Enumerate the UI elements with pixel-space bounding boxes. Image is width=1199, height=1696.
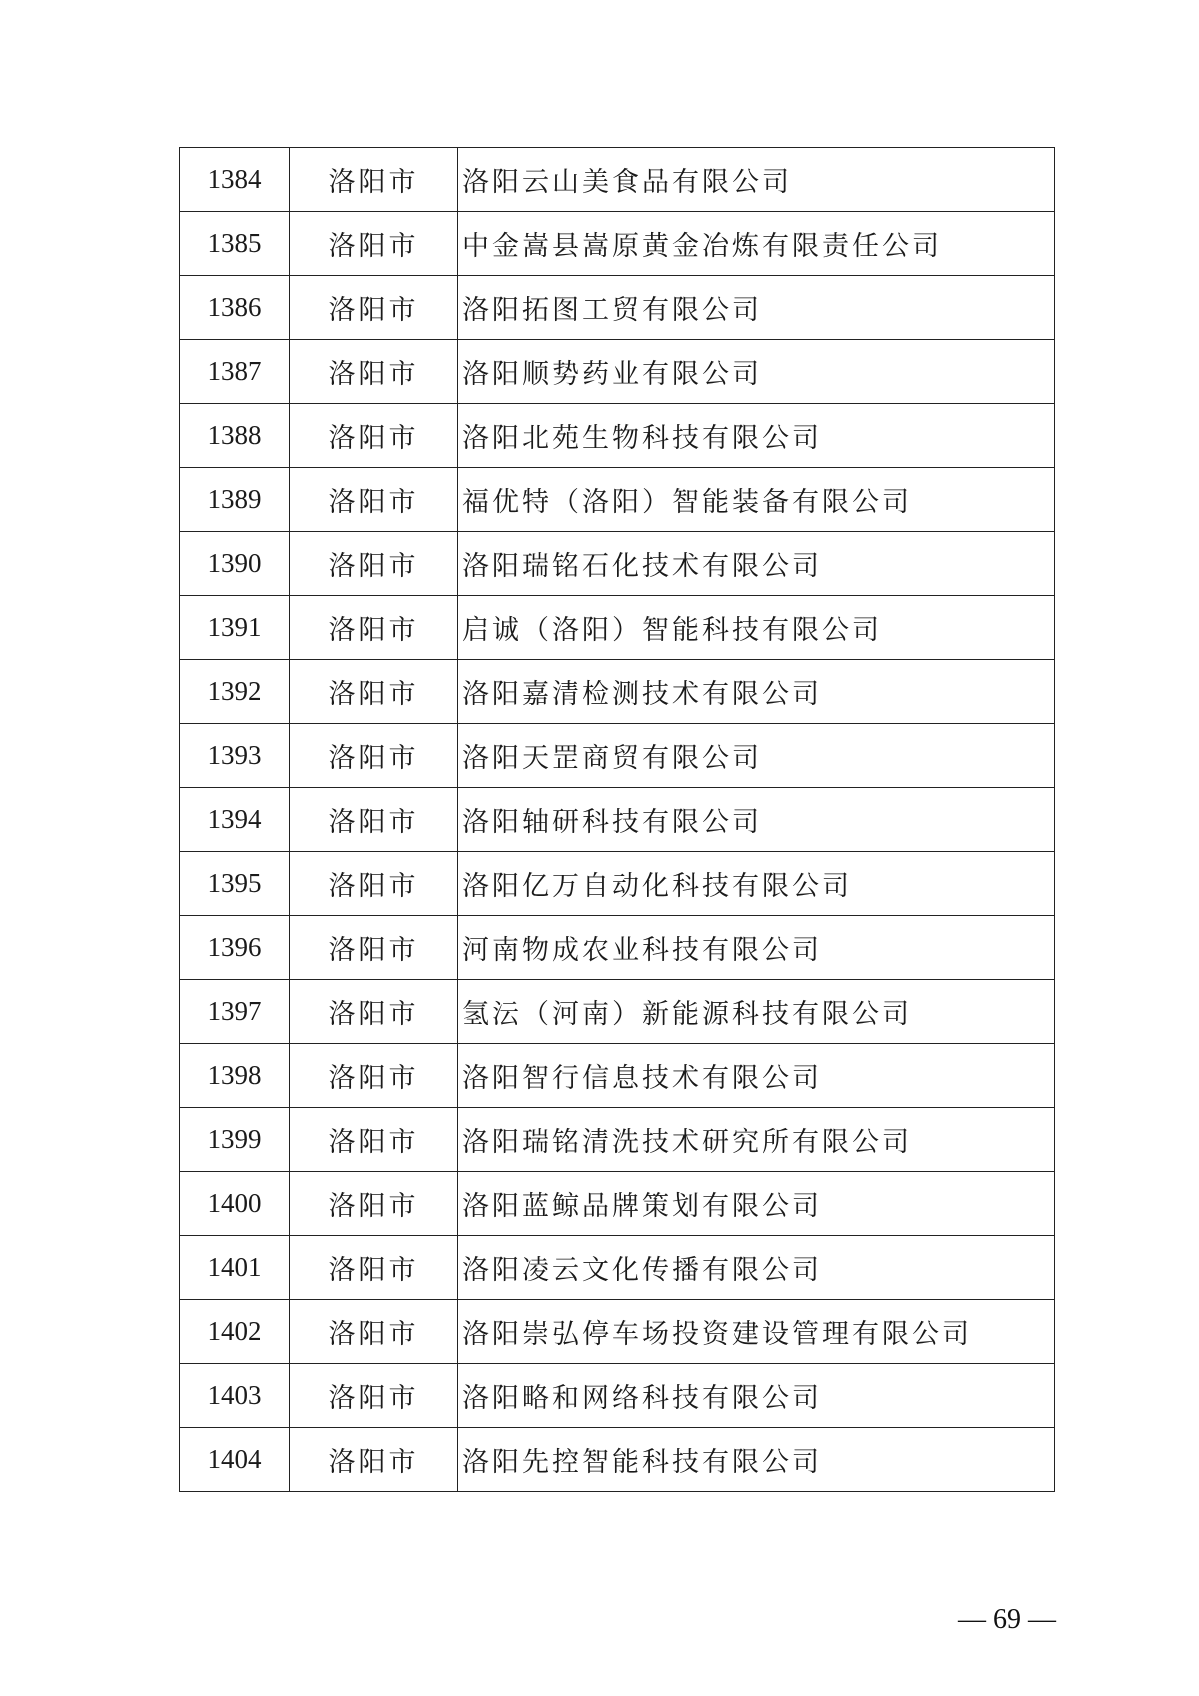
row-number-cell: 1390 <box>180 532 290 596</box>
row-number-cell: 1386 <box>180 276 290 340</box>
city-cell: 洛阳市 <box>290 852 458 916</box>
row-number-cell: 1391 <box>180 596 290 660</box>
city-cell: 洛阳市 <box>290 1428 458 1492</box>
city-cell: 洛阳市 <box>290 532 458 596</box>
row-number-cell: 1388 <box>180 404 290 468</box>
city-cell: 洛阳市 <box>290 788 458 852</box>
row-number-cell: 1402 <box>180 1300 290 1364</box>
row-number-cell: 1395 <box>180 852 290 916</box>
table-row <box>180 1300 1055 1364</box>
city-cell: 洛阳市 <box>290 340 458 404</box>
table-row <box>180 1236 1055 1300</box>
table-row <box>180 148 1055 212</box>
company-name-cell: 洛阳亿万自动化科技有限公司 <box>458 852 1055 916</box>
city-cell: 洛阳市 <box>290 724 458 788</box>
row-number-cell: 1398 <box>180 1044 290 1108</box>
company-name-cell: 洛阳先控智能科技有限公司 <box>458 1428 1055 1492</box>
city-cell: 洛阳市 <box>290 980 458 1044</box>
city-cell: 洛阳市 <box>290 1364 458 1428</box>
company-name-cell: 中金嵩县嵩原黄金冶炼有限责任公司 <box>458 212 1055 276</box>
row-number-cell: 1399 <box>180 1108 290 1172</box>
row-number-cell: 1387 <box>180 340 290 404</box>
company-name-cell: 洛阳北苑生物科技有限公司 <box>458 404 1055 468</box>
city-cell: 洛阳市 <box>290 596 458 660</box>
company-list-table <box>179 147 1055 1492</box>
city-cell: 洛阳市 <box>290 1172 458 1236</box>
city-cell: 洛阳市 <box>290 148 458 212</box>
table-row <box>180 724 1055 788</box>
table-row <box>180 852 1055 916</box>
company-name-cell: 洛阳轴研科技有限公司 <box>458 788 1055 852</box>
company-name-cell: 氢沄（河南）新能源科技有限公司 <box>458 980 1055 1044</box>
table-row <box>180 532 1055 596</box>
city-cell: 洛阳市 <box>290 660 458 724</box>
table-row <box>180 1044 1055 1108</box>
table-row <box>180 660 1055 724</box>
row-number-cell: 1396 <box>180 916 290 980</box>
row-number-cell: 1394 <box>180 788 290 852</box>
company-name-cell: 洛阳瑞铭石化技术有限公司 <box>458 532 1055 596</box>
table-row <box>180 340 1055 404</box>
table-row <box>180 1428 1055 1492</box>
company-name-cell: 启诚（洛阳）智能科技有限公司 <box>458 596 1055 660</box>
table-row <box>180 596 1055 660</box>
row-number-cell: 1403 <box>180 1364 290 1428</box>
row-number-cell: 1384 <box>180 148 290 212</box>
row-number-cell: 1404 <box>180 1428 290 1492</box>
table-row <box>180 468 1055 532</box>
company-name-cell: 洛阳瑞铭清洗技术研究所有限公司 <box>458 1108 1055 1172</box>
row-number-cell: 1401 <box>180 1236 290 1300</box>
table-row <box>180 1172 1055 1236</box>
company-name-cell: 洛阳云山美食品有限公司 <box>458 148 1055 212</box>
company-name-cell: 洛阳天罡商贸有限公司 <box>458 724 1055 788</box>
city-cell: 洛阳市 <box>290 916 458 980</box>
table-row <box>180 404 1055 468</box>
company-name-cell: 洛阳蓝鲸品牌策划有限公司 <box>458 1172 1055 1236</box>
row-number-cell: 1389 <box>180 468 290 532</box>
city-cell: 洛阳市 <box>290 212 458 276</box>
city-cell: 洛阳市 <box>290 404 458 468</box>
company-name-cell: 洛阳拓图工贸有限公司 <box>458 276 1055 340</box>
row-number-cell: 1385 <box>180 212 290 276</box>
company-name-cell: 洛阳略和网络科技有限公司 <box>458 1364 1055 1428</box>
table-row <box>180 1108 1055 1172</box>
table-row <box>180 212 1055 276</box>
table-row <box>180 916 1055 980</box>
city-cell: 洛阳市 <box>290 1300 458 1364</box>
company-name-cell: 洛阳智行信息技术有限公司 <box>458 1044 1055 1108</box>
row-number-cell: 1397 <box>180 980 290 1044</box>
city-cell: 洛阳市 <box>290 1108 458 1172</box>
company-name-cell: 洛阳顺势药业有限公司 <box>458 340 1055 404</box>
city-cell: 洛阳市 <box>290 1236 458 1300</box>
city-cell: 洛阳市 <box>290 276 458 340</box>
table-row <box>180 1364 1055 1428</box>
table-row <box>180 276 1055 340</box>
city-cell: 洛阳市 <box>290 468 458 532</box>
company-name-cell: 洛阳嘉清检测技术有限公司 <box>458 660 1055 724</box>
table-row <box>180 980 1055 1044</box>
company-name-cell: 福优特（洛阳）智能装备有限公司 <box>458 468 1055 532</box>
company-name-cell: 河南物成农业科技有限公司 <box>458 916 1055 980</box>
company-list-body <box>180 148 1055 1492</box>
company-name-cell: 洛阳崇弘停车场投资建设管理有限公司 <box>458 1300 1055 1364</box>
page-number: — 69 — <box>958 1604 1056 1635</box>
table-row <box>180 788 1055 852</box>
company-name-cell: 洛阳凌云文化传播有限公司 <box>458 1236 1055 1300</box>
row-number-cell: 1400 <box>180 1172 290 1236</box>
city-cell: 洛阳市 <box>290 1044 458 1108</box>
row-number-cell: 1393 <box>180 724 290 788</box>
row-number-cell: 1392 <box>180 660 290 724</box>
